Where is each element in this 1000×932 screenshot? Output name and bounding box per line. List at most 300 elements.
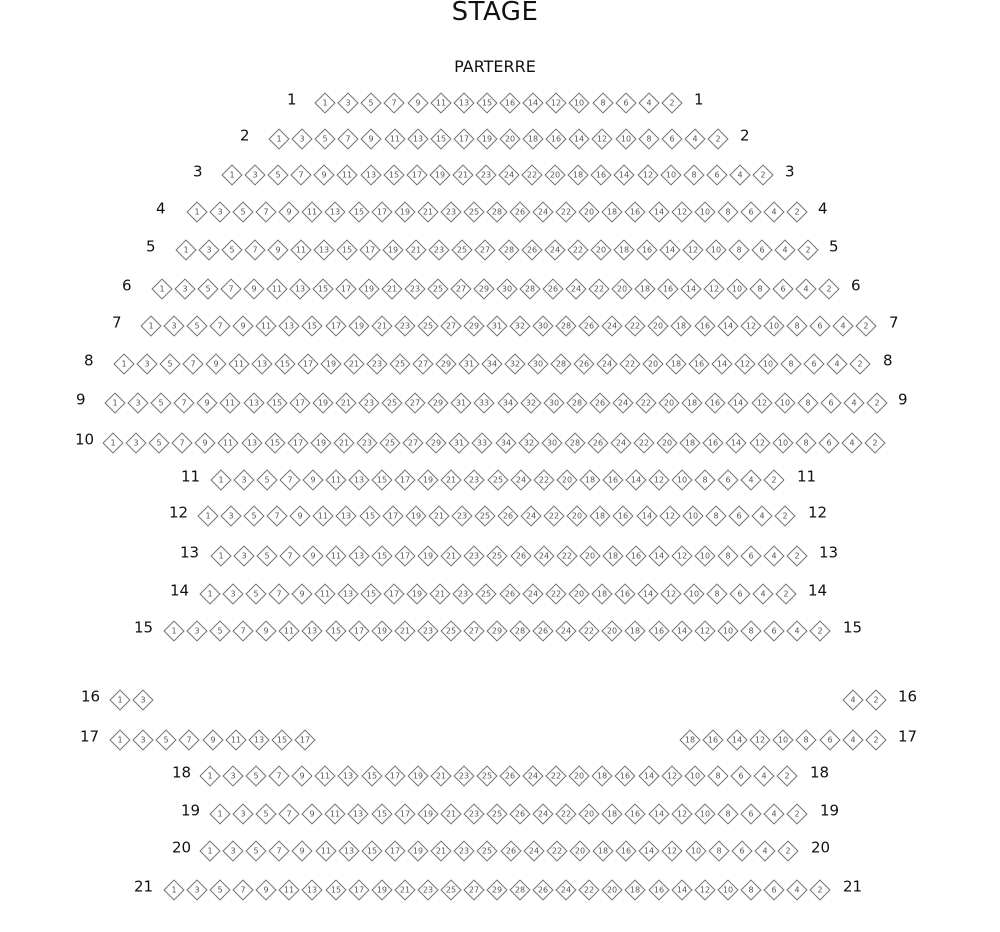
seat[interactable]: [556, 803, 577, 824]
seat[interactable]: [313, 505, 334, 526]
seat[interactable]: [151, 278, 172, 299]
seat[interactable]: [731, 840, 752, 861]
seat[interactable]: [803, 353, 824, 374]
seat[interactable]: [573, 353, 594, 374]
seat[interactable]: [635, 392, 656, 413]
seat[interactable]: [314, 239, 335, 260]
seat[interactable]: [348, 620, 369, 641]
seat[interactable]: [336, 505, 357, 526]
seat[interactable]: [182, 353, 203, 374]
seat[interactable]: [519, 278, 540, 299]
seat[interactable]: [256, 469, 277, 490]
seat[interactable]: [500, 840, 521, 861]
seat[interactable]: [361, 840, 382, 861]
seat[interactable]: [205, 353, 226, 374]
seat[interactable]: [337, 164, 358, 185]
seat[interactable]: [797, 392, 818, 413]
seat[interactable]: [774, 392, 795, 413]
seat[interactable]: [772, 729, 793, 750]
seat[interactable]: [711, 353, 732, 374]
seat[interactable]: [163, 315, 184, 336]
seat[interactable]: [509, 879, 530, 900]
seat[interactable]: [228, 353, 249, 374]
seat[interactable]: [625, 545, 646, 566]
seat[interactable]: [633, 432, 654, 453]
seat[interactable]: [232, 803, 253, 824]
seat[interactable]: [665, 353, 686, 374]
seat[interactable]: [688, 353, 709, 374]
seat[interactable]: [717, 879, 738, 900]
seat[interactable]: [521, 239, 542, 260]
seat[interactable]: [588, 278, 609, 299]
seat[interactable]: [477, 840, 498, 861]
seat[interactable]: [407, 92, 428, 113]
seat[interactable]: [223, 840, 244, 861]
seat[interactable]: [648, 803, 669, 824]
seat[interactable]: [523, 840, 544, 861]
seat[interactable]: [763, 879, 784, 900]
seat[interactable]: [763, 620, 784, 641]
seat[interactable]: [636, 505, 657, 526]
seat[interactable]: [486, 315, 507, 336]
seat[interactable]: [418, 545, 439, 566]
seat[interactable]: [290, 505, 311, 526]
seat[interactable]: [132, 689, 153, 710]
seat[interactable]: [417, 879, 438, 900]
seat[interactable]: [325, 315, 346, 336]
seat[interactable]: [518, 432, 539, 453]
seat[interactable]: [314, 92, 335, 113]
seat[interactable]: [615, 128, 636, 149]
seat[interactable]: [786, 315, 807, 336]
seat[interactable]: [320, 353, 341, 374]
seat[interactable]: [796, 729, 817, 750]
seat[interactable]: [163, 879, 184, 900]
seat[interactable]: [567, 505, 588, 526]
seat[interactable]: [315, 128, 336, 149]
seat[interactable]: [179, 729, 200, 750]
seat[interactable]: [591, 583, 612, 604]
seat[interactable]: [497, 505, 518, 526]
seat[interactable]: [579, 803, 600, 824]
seat[interactable]: [648, 201, 669, 222]
seat[interactable]: [427, 278, 448, 299]
seat[interactable]: [568, 583, 589, 604]
seat[interactable]: [717, 201, 738, 222]
seat[interactable]: [451, 392, 472, 413]
seat[interactable]: [222, 583, 243, 604]
seat[interactable]: [786, 620, 807, 641]
seat[interactable]: [450, 278, 471, 299]
seat[interactable]: [694, 315, 715, 336]
seat[interactable]: [545, 583, 566, 604]
seat[interactable]: [754, 840, 775, 861]
seat[interactable]: [832, 315, 853, 336]
seat[interactable]: [728, 239, 749, 260]
seat[interactable]: [638, 92, 659, 113]
seat[interactable]: [717, 469, 738, 490]
seat[interactable]: [407, 583, 428, 604]
seat[interactable]: [855, 315, 876, 336]
seat[interactable]: [657, 278, 678, 299]
seat[interactable]: [348, 201, 369, 222]
seat[interactable]: [774, 505, 795, 526]
seat[interactable]: [256, 620, 277, 641]
seat[interactable]: [174, 278, 195, 299]
seat[interactable]: [486, 803, 507, 824]
seat[interactable]: [648, 545, 669, 566]
seat[interactable]: [198, 239, 219, 260]
seat[interactable]: [109, 729, 130, 750]
seat[interactable]: [659, 392, 680, 413]
seat[interactable]: [613, 239, 634, 260]
seat[interactable]: [417, 201, 438, 222]
seat[interactable]: [371, 879, 392, 900]
seat[interactable]: [463, 803, 484, 824]
seat[interactable]: [694, 803, 715, 824]
seat[interactable]: [405, 505, 426, 526]
seat[interactable]: [429, 239, 450, 260]
seat[interactable]: [244, 505, 265, 526]
seat[interactable]: [104, 392, 125, 413]
seat[interactable]: [509, 315, 530, 336]
seat[interactable]: [268, 239, 289, 260]
seat[interactable]: [625, 620, 646, 641]
seat[interactable]: [449, 432, 470, 453]
seat[interactable]: [602, 469, 623, 490]
seat[interactable]: [734, 353, 755, 374]
seat[interactable]: [809, 315, 830, 336]
seat[interactable]: [498, 239, 519, 260]
seat[interactable]: [136, 353, 157, 374]
seat[interactable]: [682, 239, 703, 260]
seat[interactable]: [657, 432, 678, 453]
seat[interactable]: [246, 765, 267, 786]
seat[interactable]: [289, 278, 310, 299]
seat[interactable]: [613, 505, 634, 526]
seat[interactable]: [269, 765, 290, 786]
seat[interactable]: [428, 392, 449, 413]
seat[interactable]: [648, 315, 669, 336]
seat[interactable]: [533, 545, 554, 566]
seat[interactable]: [579, 879, 600, 900]
seat[interactable]: [753, 765, 774, 786]
seat[interactable]: [616, 840, 637, 861]
seat[interactable]: [371, 315, 392, 336]
seat[interactable]: [661, 765, 682, 786]
seat[interactable]: [279, 620, 300, 641]
seat[interactable]: [543, 392, 564, 413]
seat[interactable]: [172, 432, 193, 453]
seat[interactable]: [614, 583, 635, 604]
seat[interactable]: [360, 239, 381, 260]
seat[interactable]: [210, 315, 231, 336]
seat[interactable]: [625, 803, 646, 824]
seat[interactable]: [349, 545, 370, 566]
seat[interactable]: [326, 545, 347, 566]
seat[interactable]: [113, 353, 134, 374]
seat[interactable]: [776, 765, 797, 786]
seat[interactable]: [544, 505, 565, 526]
seat[interactable]: [740, 545, 761, 566]
seat[interactable]: [348, 803, 369, 824]
seat[interactable]: [683, 164, 704, 185]
seat[interactable]: [287, 432, 308, 453]
seat[interactable]: [371, 201, 392, 222]
seat[interactable]: [109, 689, 130, 710]
seat[interactable]: [751, 505, 772, 526]
seat[interactable]: [256, 879, 277, 900]
seat[interactable]: [717, 545, 738, 566]
seat[interactable]: [358, 392, 379, 413]
seat[interactable]: [348, 879, 369, 900]
seat[interactable]: [774, 239, 795, 260]
seat[interactable]: [634, 278, 655, 299]
seat[interactable]: [842, 689, 863, 710]
seat[interactable]: [533, 201, 554, 222]
seat[interactable]: [659, 505, 680, 526]
seat[interactable]: [523, 765, 544, 786]
seat[interactable]: [428, 505, 449, 526]
seat[interactable]: [384, 92, 405, 113]
seat[interactable]: [476, 128, 497, 149]
seat[interactable]: [244, 164, 265, 185]
seat[interactable]: [186, 201, 207, 222]
seat[interactable]: [453, 765, 474, 786]
seat[interactable]: [159, 353, 180, 374]
seat[interactable]: [291, 164, 312, 185]
seat[interactable]: [763, 469, 784, 490]
seat[interactable]: [174, 392, 195, 413]
seat[interactable]: [684, 128, 705, 149]
seat[interactable]: [703, 432, 724, 453]
seat[interactable]: [127, 392, 148, 413]
seat[interactable]: [842, 729, 863, 750]
seat[interactable]: [441, 469, 462, 490]
seat[interactable]: [233, 545, 254, 566]
seat[interactable]: [195, 432, 216, 453]
seat[interactable]: [706, 583, 727, 604]
seat[interactable]: [596, 353, 617, 374]
seat[interactable]: [381, 392, 402, 413]
seat[interactable]: [389, 353, 410, 374]
seat[interactable]: [495, 432, 516, 453]
seat[interactable]: [707, 128, 728, 149]
seat[interactable]: [407, 840, 428, 861]
seat[interactable]: [499, 765, 520, 786]
seat[interactable]: [749, 729, 770, 750]
seat[interactable]: [566, 392, 587, 413]
seat[interactable]: [486, 620, 507, 641]
seat[interactable]: [440, 201, 461, 222]
seat[interactable]: [527, 353, 548, 374]
seat[interactable]: [372, 545, 393, 566]
seat[interactable]: [550, 353, 571, 374]
seat[interactable]: [464, 469, 485, 490]
seat[interactable]: [685, 840, 706, 861]
seat[interactable]: [499, 583, 520, 604]
seat[interactable]: [772, 278, 793, 299]
seat[interactable]: [579, 545, 600, 566]
seat[interactable]: [452, 239, 473, 260]
seat[interactable]: [694, 545, 715, 566]
seat[interactable]: [682, 392, 703, 413]
seat[interactable]: [210, 620, 231, 641]
seat[interactable]: [866, 392, 887, 413]
seat[interactable]: [648, 620, 669, 641]
seat[interactable]: [705, 505, 726, 526]
seat[interactable]: [430, 92, 451, 113]
seat[interactable]: [717, 315, 738, 336]
seat[interactable]: [463, 620, 484, 641]
seat[interactable]: [333, 432, 354, 453]
seat[interactable]: [708, 840, 729, 861]
seat[interactable]: [266, 392, 287, 413]
seat[interactable]: [302, 315, 323, 336]
seat[interactable]: [795, 432, 816, 453]
seat[interactable]: [567, 239, 588, 260]
seat[interactable]: [264, 432, 285, 453]
seat[interactable]: [751, 392, 772, 413]
seat[interactable]: [394, 201, 415, 222]
seat[interactable]: [251, 353, 272, 374]
seat[interactable]: [440, 803, 461, 824]
seat[interactable]: [757, 353, 778, 374]
seat[interactable]: [163, 620, 184, 641]
seat[interactable]: [661, 92, 682, 113]
seat[interactable]: [279, 803, 300, 824]
seat[interactable]: [199, 765, 220, 786]
seat[interactable]: [786, 545, 807, 566]
seat[interactable]: [412, 353, 433, 374]
seat[interactable]: [241, 432, 262, 453]
seat[interactable]: [671, 803, 692, 824]
seat[interactable]: [481, 353, 502, 374]
seat[interactable]: [671, 879, 692, 900]
seat[interactable]: [266, 278, 287, 299]
seat[interactable]: [312, 278, 333, 299]
seat[interactable]: [679, 729, 700, 750]
seat[interactable]: [233, 469, 254, 490]
seat[interactable]: [564, 432, 585, 453]
seat[interactable]: [291, 128, 312, 149]
seat[interactable]: [638, 765, 659, 786]
seat[interactable]: [464, 545, 485, 566]
seat[interactable]: [611, 278, 632, 299]
seat[interactable]: [682, 505, 703, 526]
seat[interactable]: [338, 128, 359, 149]
seat[interactable]: [404, 278, 425, 299]
seat[interactable]: [326, 469, 347, 490]
seat[interactable]: [381, 278, 402, 299]
seat[interactable]: [338, 840, 359, 861]
seat[interactable]: [256, 803, 277, 824]
seat[interactable]: [818, 278, 839, 299]
seat[interactable]: [865, 689, 886, 710]
seat[interactable]: [343, 353, 364, 374]
seat[interactable]: [749, 278, 770, 299]
seat[interactable]: [140, 315, 161, 336]
seat[interactable]: [210, 545, 231, 566]
seat[interactable]: [430, 128, 451, 149]
seat[interactable]: [486, 201, 507, 222]
seat[interactable]: [636, 239, 657, 260]
seat[interactable]: [187, 315, 208, 336]
seat[interactable]: [533, 469, 554, 490]
seat[interactable]: [542, 278, 563, 299]
seat[interactable]: [579, 315, 600, 336]
seat[interactable]: [383, 239, 404, 260]
seat[interactable]: [315, 765, 336, 786]
seat[interactable]: [337, 239, 358, 260]
seat[interactable]: [335, 392, 356, 413]
seat[interactable]: [199, 583, 220, 604]
seat[interactable]: [795, 278, 816, 299]
seat[interactable]: [671, 469, 692, 490]
seat[interactable]: [841, 432, 862, 453]
seat[interactable]: [403, 432, 424, 453]
seat[interactable]: [522, 164, 543, 185]
seat[interactable]: [671, 201, 692, 222]
seat[interactable]: [463, 879, 484, 900]
seat[interactable]: [819, 729, 840, 750]
seat[interactable]: [602, 879, 623, 900]
seat[interactable]: [245, 583, 266, 604]
seat[interactable]: [638, 128, 659, 149]
seat[interactable]: [521, 505, 542, 526]
seat[interactable]: [703, 278, 724, 299]
seat[interactable]: [809, 620, 830, 641]
seat[interactable]: [430, 765, 451, 786]
seat[interactable]: [292, 840, 313, 861]
seat[interactable]: [533, 879, 554, 900]
seat[interactable]: [612, 392, 633, 413]
seat[interactable]: [292, 583, 313, 604]
seat[interactable]: [475, 164, 496, 185]
seat[interactable]: [458, 353, 479, 374]
seat[interactable]: [523, 128, 544, 149]
seat[interactable]: [279, 879, 300, 900]
seat[interactable]: [221, 239, 242, 260]
seat[interactable]: [780, 353, 801, 374]
seat[interactable]: [394, 879, 415, 900]
seat[interactable]: [545, 164, 566, 185]
seat[interactable]: [440, 315, 461, 336]
seat[interactable]: [248, 729, 269, 750]
seat[interactable]: [338, 583, 359, 604]
seat[interactable]: [302, 201, 323, 222]
seat[interactable]: [602, 620, 623, 641]
seat[interactable]: [591, 164, 612, 185]
seat[interactable]: [441, 545, 462, 566]
seat[interactable]: [694, 620, 715, 641]
seat[interactable]: [102, 432, 123, 453]
seat[interactable]: [614, 164, 635, 185]
seat[interactable]: [683, 583, 704, 604]
seat[interactable]: [671, 315, 692, 336]
seat[interactable]: [637, 583, 658, 604]
seat[interactable]: [269, 840, 290, 861]
seat[interactable]: [671, 620, 692, 641]
seat[interactable]: [440, 620, 461, 641]
seat[interactable]: [625, 315, 646, 336]
seat[interactable]: [579, 620, 600, 641]
seat[interactable]: [660, 583, 681, 604]
seat[interactable]: [694, 201, 715, 222]
seat[interactable]: [361, 583, 382, 604]
seat[interactable]: [335, 278, 356, 299]
seat[interactable]: [233, 620, 254, 641]
